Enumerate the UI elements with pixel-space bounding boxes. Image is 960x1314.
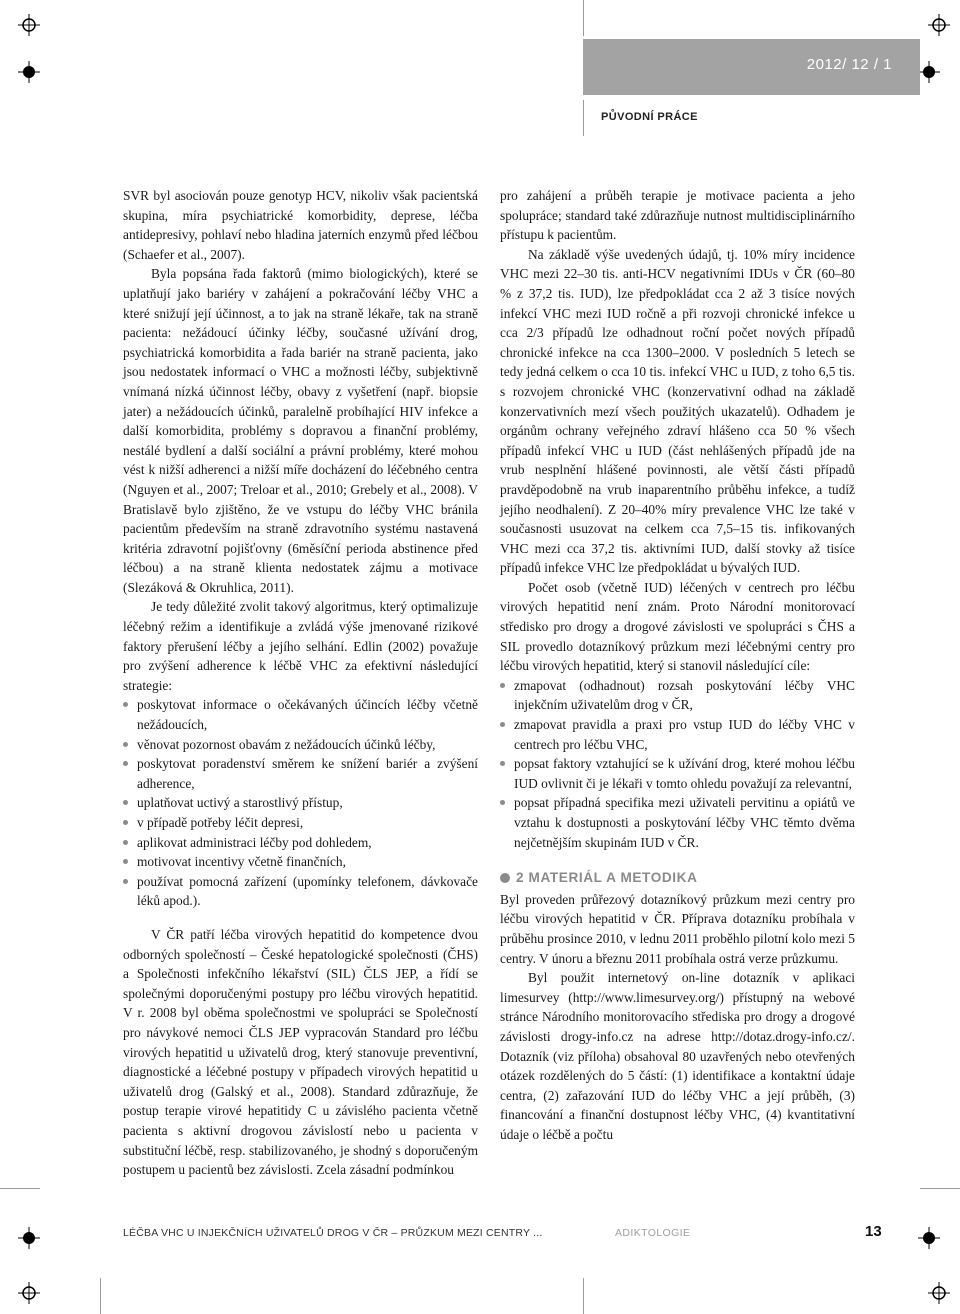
paragraph: pro zahájení a průběh terapie je motivace pacienta a jeho spolupráce; standard také zdůrazňuje nutnost multidisciplinárního přístupu k pacientům. [500, 188, 855, 243]
journal-name: ADIKTOLOGIE [615, 1227, 691, 1239]
list-item: zmapovat pravidla a praxi pro vstup IUD do léčby VHC v centrech pro léčbu VHC, [500, 715, 855, 754]
registration-mark-icon [928, 1282, 950, 1304]
paragraph: Na základě výše uvedených údajů, tj. 10% míry incidence VHC mezi 22–30 tis. anti-HCV negativními IDUs v ČR (60–80 % z 37,2 tis. IUD), lze předpokládat cca 2 až 3 tisíce nových infekcí VHC mezi IUD ročně a při rozvoji chronické infekce u cca 2/3 případů lze odhadnout roční počet nových případů chronické infekce na cca 1300–2000. V posledních 5 letech se tedy jedná celkem o cca 10 tis. infekcí VHC u IUD, z toho 6,5 tis. s rozvojem chronické VHC (konzervativní odhad na základě konzervativních mezí všech použitých ukazatelů). Odhadem je orgánům ochrany veřejného zdraví hlášeno cca 50 % všech případů infekcí VHC u IUD (část nehlášených případů jde na vrub nesplnění hlášené povinnosti, ale větší části případů pravděpodobně na vrub inaparentního průběhu infekce, a tudíž jejího neodhalení). Z 20–40% míry prevalence VHC lze také v současnosti usuzovat na celkem cca 7,5–15 tis. infikovaných VHC mezi cca 37,2 tis. aktivními IUD, další stovky až tisíce případů infekce VHC lze předpokládat u bývalých IUD. [500, 246, 855, 576]
list-item: popsat faktory vztahující se k užívání drog, které mohou léčbu IUD ovlivnit či je lékaři v tomto ohledu považují za relevantní, [500, 754, 855, 793]
paragraph: Byla popsána řada faktorů (mimo biologických), které se uplatňují jako bariéry v zahájení a pokračování léčby VHC a které snižují její účinnost, a to jak na straně lékaře, tak na straně pacienta: nežádoucí účinky léčby, současné užívání drog, psychiatrická komorbidita a řada bariér na straně pacienta, jako jsou nedostatek informací o VHC a možnosti léčby, subjektivně vnímaná nízká účinnost léčby, obavy z vyšetření (např. biopsie jater) a nežádoucích účinků, paralelně probíhající HIV infekce a další komorbidita, problémy s dopravou a finanční problémy, nestálé bydlení a další sociální a právní problémy, které mohou vést k nižší adherenci a nižší míře docházení do léčebného centra (Nguyen et al., 2007; Treloar et al., 2010; Grebely et al., 2008). V Bratislavě bylo zjištěno, že ve vstupu do léčby VHC bránila pacientům především na straně zdravotního systému nastavená kritéria zdravotní pojišťovny (6měsíční perioda abstinence před léčbou) a na straně klienta nedostatek zájmu a motivace (Slezáková & Okruhlica, 2011). [123, 266, 478, 595]
running-title: LÉČBA VHC U INJEKČNÍCH UŽIVATELŮ DROG V ČR – PRŮZKUM MEZI CENTRY ... [123, 1227, 543, 1239]
paragraph: Byl použit internetový on-line dotazník v aplikaci limesurvey (http://www.limesurvey.org/) přístupný na webové stránce Národního monitorovacího střediska pro drogy a drogové závislosti drogy-info.cz na adrese http://dotaz.drogy-info.cz/. Dotazník (viz příloha) obsahoval 80 uzavřených nebo otevřených otázek rozdělených do 5 částí: (1) identifikace a kontaktní údaje centra, (2) zařazování IUD do léčby VHC a její průběh, (3) financování a finanční dostupnost léčby VHC, (4) kvantitativní údaje o léčbě a počtu [500, 970, 855, 1142]
list-item: v případě potřeby léčit depresi, [123, 813, 478, 833]
paragraph: SVR byl asociován pouze genotyp HCV, nikoliv však pacientská skupina, míra psychiatrické komorbidity, deprese, léčba antidepresivy, pohlaví nebo hladina jaterních enzymů před léčbou (Schaefer et al., 2007). [123, 188, 478, 262]
trim-line [920, 1188, 960, 1189]
paragraph: Je tedy důležité zvolit takový algoritmus, který optimalizuje léčebný režim a identifikuje a zvládá výše jmenované rizikové faktory přerušení léčby a jejího selhání. Edlin (2002) považuje pro zvýšení adherence k léčbě VHC za efektivní následující strategie: [123, 599, 478, 693]
section-label: PŮVODNÍ PRÁCE [601, 111, 698, 123]
registration-mark-icon [918, 1227, 940, 1249]
section-heading [500, 868, 855, 888]
list-item: věnovat pozornost obavám z nežádoucích účinků léčby, [123, 735, 478, 755]
registration-mark-icon [18, 1282, 40, 1304]
paragraph: Byl proveden průřezový dotazníkový průzkum mezi centry pro léčbu virových hepatitid v ČR. Příprava dotazníku probíhala v průběhu prosince 2010, v lednu 2011 proběhlo pilotní kolo mezi 5 centry. V únoru a březnu 2011 probíhala ostrá verze průzkumu. [500, 891, 855, 966]
list-item: motivovat incentivy včetně finančních, [123, 852, 478, 872]
page-number: 13 [865, 1223, 882, 1240]
trim-line [583, 0, 584, 36]
trim-line [100, 1278, 101, 1314]
left-column [123, 186, 478, 1180]
paragraph: V ČR patří léčba virových hepatitid do kompetence dvou odborných společností – České hepatologické společnosti (ČHS) a Společnosti infekčního lékařství (SIL) ČLS JEP, a řídí se společnými doporučenými postupy pro léčbu virových hepatitid. V r. 2008 byl oběma společnostmi ve spolupráci se Společností pro návykové nemoci ČLS JEP vypracován Standard pro léčbu virových hepatitid u uživatelů drog, který stanovuje preventivní, diagnostické a léčebné postupy v případech virových hepatitid u uživatelů drog (Galský et al., 2008). Standard zdůrazňuje, že postup terapie virové hepatitidy C u závislého pacienta včetně pacienta s aktivní drogovou závislostí nebo u pacienta v substituční léčbě, resp. stabilizovaného, je shodný s doporučeným postupem u pacientů bez závislosti. Zcela zásadní podmínkou [123, 926, 478, 1178]
list-item: poskytovat poradenství směrem ke snížení bariér a zvýšení adherence, [123, 754, 478, 793]
issue-number: 2012/ 12 / 1 [806, 56, 892, 73]
trim-line [583, 1278, 584, 1314]
trim-line [583, 100, 584, 136]
heading-bullet-icon [500, 873, 510, 883]
registration-mark-icon [918, 61, 940, 83]
list-item: popsat případná specifika mezi uživateli pervitinu a opiátů ve vztahu k dostupnosti a poskytování léčby VHC těmto dvěma nejčetnějším skupinám IUD v ČR. [500, 793, 855, 852]
list-item: aplikovat administraci léčby pod dohledem, [123, 833, 478, 853]
paragraph: Počet osob (včetně IUD) léčených v centrech pro léčbu virových hepatitid není znám. Proto Národní monitorovací středisko pro drogy a drogové závislosti ve spolupráci s ČHS a SIL provedlo dotazníkový průzkum mezi léčebnými centry pro léčbu virových hepatitid, který si stanovil následující cíle: [500, 579, 855, 674]
list-item: zmapovat (odhadnout) rozsah poskytování léčby VHC injekčním uživatelům drog v ČR, [500, 676, 855, 715]
list-item: poskytovat informace o očekávaných účincích léčby včetně nežádoucích, [123, 695, 478, 734]
bullet-list [500, 676, 855, 852]
list-item: uplatňovat uctivý a starostlivý přístup, [123, 793, 478, 813]
trim-line [0, 1188, 40, 1189]
registration-mark-icon [18, 1227, 40, 1249]
registration-mark-icon [18, 61, 40, 83]
right-column [500, 186, 855, 1145]
bullet-list [123, 695, 478, 911]
section-heading-text: 2 MATERIÁL A METODIKA [516, 870, 698, 886]
issue-banner [583, 39, 920, 95]
registration-mark-icon [928, 14, 950, 36]
registration-mark-icon [18, 14, 40, 36]
list-item: používat pomocná zařízení (upomínky telefonem, dávkovače léků apod.). [123, 872, 478, 911]
